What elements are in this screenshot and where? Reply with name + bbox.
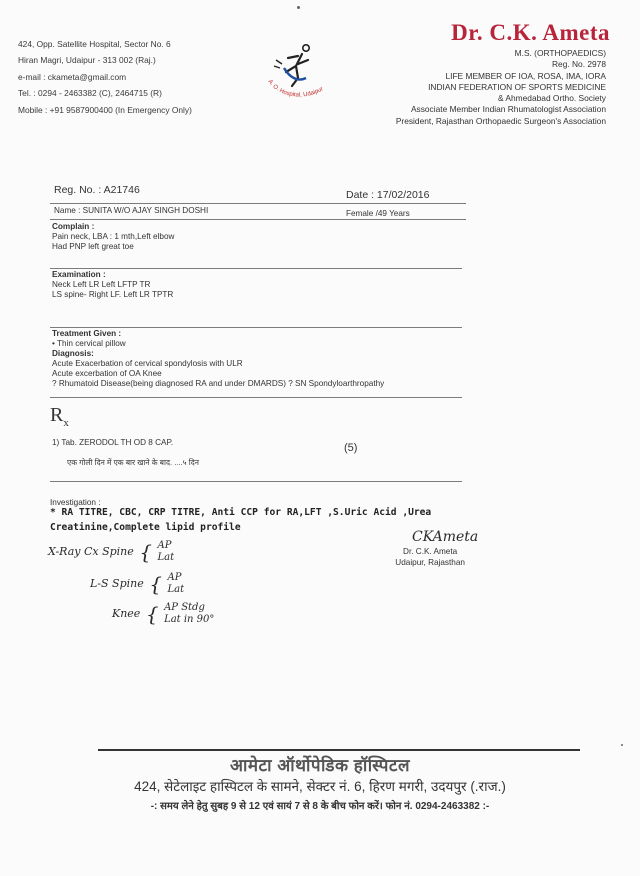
doctor-name: Dr. C.K. Ameta bbox=[451, 20, 610, 45]
treatment-line: • Thin cervical pillow bbox=[52, 339, 126, 348]
address-line: 424, Opp. Satellite Hospital, Sector No. 6 bbox=[18, 39, 171, 49]
hw-bracket: { bbox=[139, 540, 152, 564]
signature-block bbox=[382, 528, 478, 568]
signature-place: Udaipur, Rajasthan bbox=[395, 558, 465, 567]
investigation-line: Creatinine,Complete lipid profile bbox=[50, 522, 241, 533]
rx-instruction: एक गोली दिन में एक बार खाने के बाद. ....५ दिन bbox=[67, 458, 199, 467]
qualification-line: & Ahmedabad Ortho. Society bbox=[497, 93, 606, 104]
divider bbox=[50, 397, 462, 398]
hw-view: AP bbox=[167, 572, 182, 583]
hw-label: X-Ray Cx Spine bbox=[48, 545, 134, 558]
qualification-line: LIFE MEMBER OF IOA, ROSA, IMA, IORA bbox=[445, 70, 606, 81]
complain-heading: Complain : bbox=[52, 222, 95, 231]
email-line: e-mail : ckameta@gmail.com bbox=[18, 71, 127, 82]
hw-label: Knee bbox=[112, 607, 141, 620]
divider bbox=[50, 481, 462, 482]
examination-section bbox=[52, 270, 173, 300]
diagnosis-line: ? Rhumatoid Disease(being diagnosed RA and under DMARDS) ? SN Spondyloarthropathy bbox=[52, 379, 385, 388]
qualification-line: M.S. (ORTHOPAEDICS) bbox=[514, 48, 606, 58]
qualification-line: INDIAN FEDERATION OF SPORTS MEDICINE bbox=[428, 81, 606, 92]
qualification-line: Reg. No. 2978 bbox=[551, 59, 606, 70]
hw-bracket: { bbox=[145, 602, 159, 626]
footer-timing: -: समय लेने हेतु सुबह 9 से 12 एवं सायं 7 से 8 के बीच फोन करें। फोन नं. 0294-2463382 :- bbox=[150, 801, 490, 812]
divider bbox=[50, 203, 466, 204]
diagnosis-heading: Diagnosis: bbox=[52, 349, 94, 358]
clinic-address bbox=[18, 36, 192, 118]
rx-subscript: x bbox=[63, 417, 69, 429]
divider bbox=[50, 268, 462, 269]
investigation-line: * RA TITRE, CBC, CRP TITRE, Anti CCP for RA,LFT ,S.Uric Acid ,Urea bbox=[50, 507, 432, 518]
examination-heading: Examination : bbox=[52, 270, 106, 279]
hw-bracket: { bbox=[149, 572, 162, 596]
telephone-line: Tel. : 0294 - 2463382 (C), 2464715 (R) bbox=[18, 88, 162, 99]
signature-name: Dr. C.K. Ameta bbox=[403, 547, 458, 556]
complain-line: Pain neck, LBA : 1 mth,Left elbow bbox=[52, 232, 175, 241]
diagnosis-line: Acute Exacerbation of cervical spondylosis with ULR bbox=[52, 359, 243, 368]
hw-view: Lat bbox=[167, 584, 185, 595]
hw-view: AP Stdg bbox=[164, 602, 205, 613]
divider bbox=[50, 219, 466, 220]
hw-view: AP bbox=[157, 540, 172, 551]
qualification-line: Associate Member Indian Rhumatologist Association bbox=[410, 104, 606, 115]
rx-symbol bbox=[50, 404, 69, 429]
complain-line: Had PNP left great toe bbox=[52, 242, 134, 251]
rx-letter: R bbox=[50, 404, 64, 426]
rx-quantity: (5) bbox=[344, 442, 358, 454]
hospital-logo bbox=[262, 42, 346, 112]
signature-scrawl: CKAmeta bbox=[412, 529, 479, 545]
footer-hospital-name: आमेटा ऑर्थोपेडिक हॉस्पिटल bbox=[229, 756, 411, 775]
handwritten-xray-ls bbox=[90, 572, 184, 596]
visit-date: Date : 17/02/2016 bbox=[346, 189, 430, 201]
treatment-section bbox=[52, 329, 384, 389]
handwritten-xray-knee bbox=[112, 602, 214, 626]
runner-figure-icon bbox=[274, 45, 309, 86]
investigation-heading: Investigation : bbox=[50, 498, 101, 507]
examination-line: LS spine- Right LF. Left LR TPTR bbox=[52, 290, 174, 299]
footer-address: 424, सेटेलाइट हास्पिटल के सामने, सेक्टर नं. 6, हिरण मगरी, उदयपुर (.राज.) bbox=[134, 779, 506, 794]
patient-name: Name : SUNITA W/O AJAY SINGH DOSHI bbox=[54, 206, 209, 215]
complain-section bbox=[52, 222, 174, 252]
scan-speck bbox=[297, 6, 300, 9]
diagnosis-line: Acute excerbation of OA Knee bbox=[52, 369, 162, 378]
footer-divider bbox=[98, 749, 580, 751]
handwritten-xray-cx bbox=[48, 540, 174, 564]
treatment-heading: Treatment Given : bbox=[52, 329, 122, 338]
hw-view: Lat bbox=[157, 552, 175, 563]
qualification-line: President, Rajasthan Orthopaedic Surgeon's Association bbox=[395, 115, 606, 126]
doctor-qualifications bbox=[396, 48, 606, 127]
mobile-line: Mobile : +91 9587900400 (In Emergency Only) bbox=[18, 104, 192, 115]
hw-view: Lat in 90° bbox=[164, 614, 215, 625]
rx-item: 1) Tab. ZERODOL TH OD 8 CAP. bbox=[52, 438, 174, 447]
address-line: Hiran Magri, Udaipur - 313 002 (Raj.) bbox=[18, 55, 156, 66]
examination-line: Neck Left LR Left LFTP TR bbox=[52, 280, 151, 289]
divider bbox=[50, 327, 462, 328]
patient-sex-age: Female /49 Years bbox=[346, 209, 410, 218]
investigation-tests bbox=[50, 505, 431, 535]
hw-label: L-S Spine bbox=[90, 577, 144, 590]
scan-speck bbox=[621, 744, 623, 746]
reg-number: Reg. No. : A21746 bbox=[54, 184, 140, 196]
logo-text: A. O. Hospital, Udaipur bbox=[266, 78, 325, 99]
